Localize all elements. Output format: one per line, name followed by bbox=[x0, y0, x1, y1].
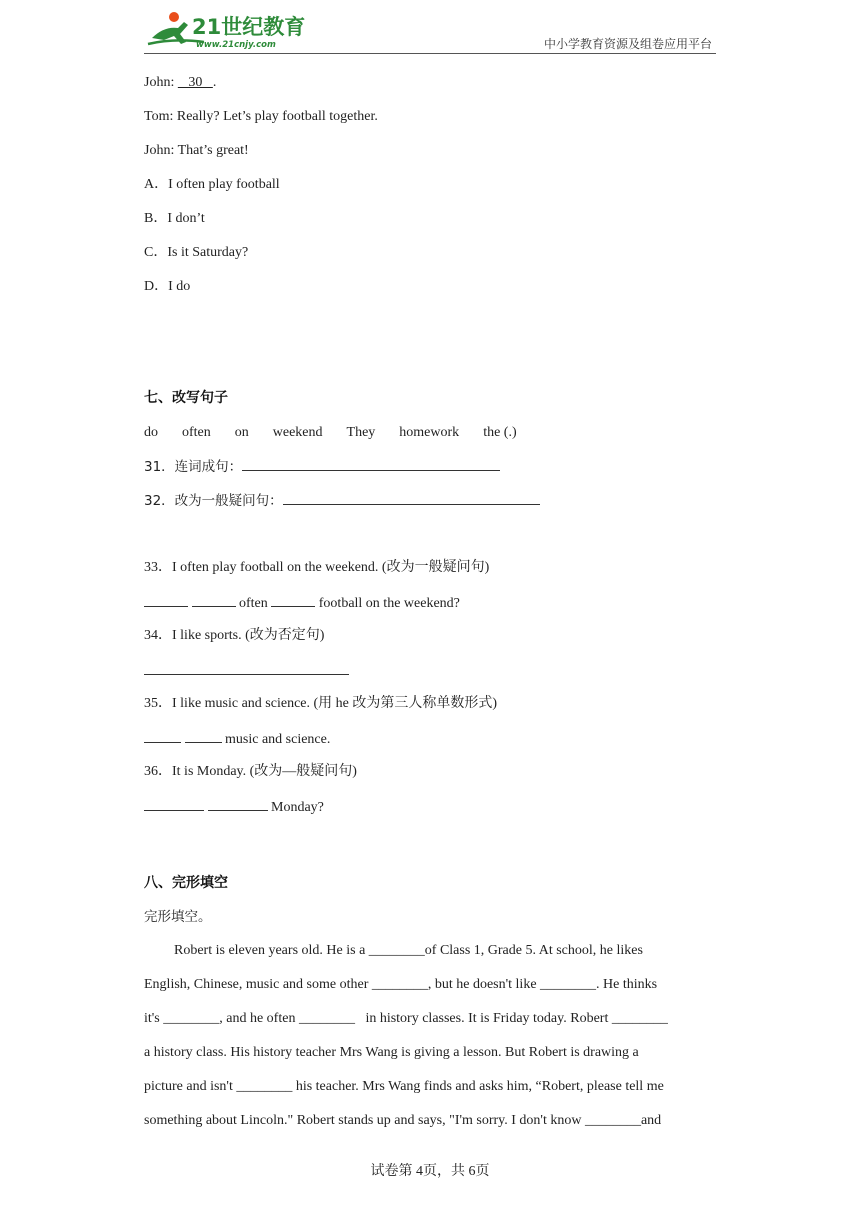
dialogue-john-line-2: John: That’s great! bbox=[144, 143, 249, 158]
answer-blank[interactable] bbox=[242, 456, 500, 471]
cloze-line: a history class. His history teacher Mrs Wang is giving a lesson. But Robert is drawing a bbox=[144, 1045, 639, 1060]
header-divider bbox=[144, 53, 716, 54]
word: homework bbox=[399, 425, 460, 440]
option-c: C．Is it Saturday? bbox=[144, 245, 249, 260]
answer-blank[interactable] bbox=[144, 592, 188, 607]
logo-url: www.21cnjy.com bbox=[196, 40, 276, 50]
runner-logo-icon bbox=[144, 8, 314, 50]
dialogue-john-line bbox=[144, 73, 216, 93]
answer-blank[interactable] bbox=[192, 592, 236, 607]
cloze-line: something about Lincoln." Robert stands up and says, "I'm sorry. I don't know ________and bbox=[144, 1113, 662, 1128]
q33-tail: football on the weekend? bbox=[315, 596, 460, 611]
word: They bbox=[346, 425, 376, 440]
blank-30: 30 bbox=[177, 75, 213, 90]
cloze-line: it's ________, and he often ________ in history classes. It is Friday today. Robert ________ bbox=[144, 1011, 668, 1026]
question-36-answer bbox=[144, 796, 324, 818]
option-a: A．I often play football bbox=[144, 177, 280, 192]
logo-text: 21世纪教育 bbox=[192, 15, 306, 39]
question-35-answer bbox=[144, 728, 330, 750]
site-logo bbox=[144, 8, 314, 50]
question-35: 35．I like music and science. (用 he 改为第三人称单数形式) bbox=[144, 696, 498, 711]
speaker-prefix: John: bbox=[144, 75, 178, 90]
question-33-answer bbox=[144, 592, 460, 614]
cloze-line: English, Chinese, music and some other ________, but he doesn't like ________. He thinks bbox=[144, 977, 658, 992]
answer-blank[interactable] bbox=[283, 490, 540, 505]
answer-blank[interactable] bbox=[185, 728, 222, 743]
dialogue-tom-line: Tom: Really? Let’s play football together. bbox=[144, 109, 378, 124]
question-34-answer bbox=[144, 660, 349, 682]
option-b: B．I don’t bbox=[144, 211, 205, 226]
scrambled-words bbox=[144, 423, 517, 443]
q31-label: 31．连词成句： bbox=[144, 459, 243, 475]
question-34: 34．I like sports. (改为否定句) bbox=[144, 628, 325, 643]
cloze-line: Robert is eleven years old. He is a ________of Class 1, Grade 5. At school, he likes bbox=[174, 943, 643, 958]
word: do bbox=[144, 425, 158, 440]
answer-blank[interactable] bbox=[271, 592, 315, 607]
section-8-title: 八、完形填空 bbox=[144, 875, 228, 891]
question-33: 33．I often play football on the weekend. (改为一般疑问句) bbox=[144, 560, 490, 575]
page-number: 试卷第 4页，共 6页 bbox=[370, 1164, 490, 1179]
word: the (.) bbox=[483, 425, 517, 440]
platform-name: 中小学教育资源及组卷应用平台 bbox=[543, 37, 712, 51]
word: on bbox=[234, 425, 249, 440]
answer-blank[interactable] bbox=[208, 796, 268, 811]
answer-blank[interactable] bbox=[144, 660, 349, 675]
q36-tail: Monday? bbox=[267, 800, 324, 815]
question-32 bbox=[144, 490, 540, 512]
answer-blank[interactable] bbox=[144, 728, 181, 743]
q32-label: 32．改为一般疑问句： bbox=[144, 493, 283, 509]
word: often bbox=[182, 425, 211, 440]
section-8-subtitle: 完形填空。 bbox=[144, 909, 212, 925]
section-7-title: 七、改写句子 bbox=[144, 390, 228, 406]
q35-tail: music and science. bbox=[221, 732, 331, 747]
period: . bbox=[212, 75, 217, 90]
question-31 bbox=[144, 456, 500, 478]
q33-often: often bbox=[235, 596, 272, 611]
option-d: D．I do bbox=[144, 279, 191, 294]
cloze-line: picture and isn't ________ his teacher. Mrs Wang finds and asks him, “Robert, please tell me bbox=[144, 1079, 664, 1094]
word: weekend bbox=[272, 425, 323, 440]
question-36: 36．It is Monday. (改为—般疑问句) bbox=[144, 764, 357, 779]
answer-blank[interactable] bbox=[144, 796, 204, 811]
